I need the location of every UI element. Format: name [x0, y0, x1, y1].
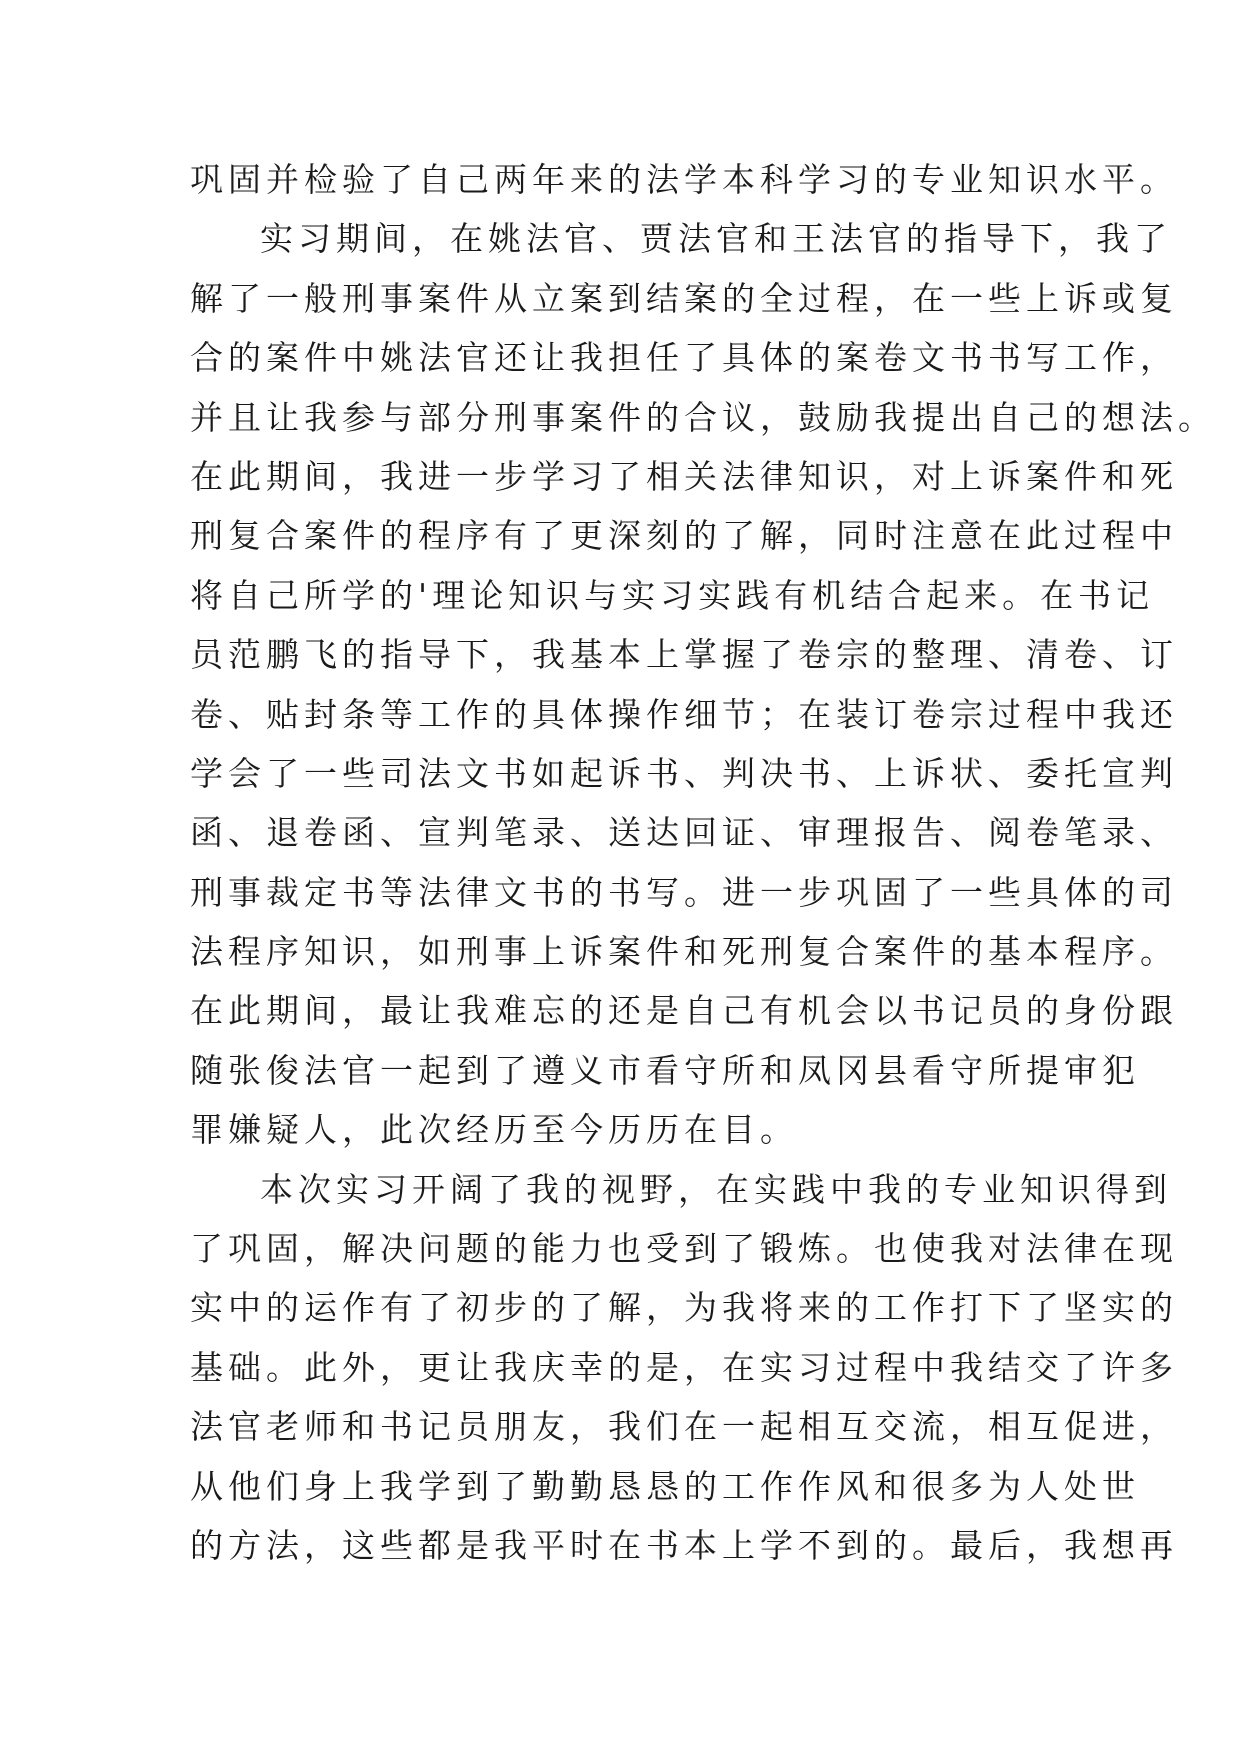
text-line: 巩固并检验了自己两年来的法学本科学习的专业知识水平。	[190, 160, 1178, 199]
text-line: 了巩固，解决问题的能力也受到了锻炼。也使我对法律在现	[190, 1229, 1178, 1269]
text-line: 法程序知识，如刑事上诉案件和死刑复合案件的基本程序。	[190, 932, 1178, 972]
text-line: 函、退卷函、宣判笔录、送达回证、审理报告、阅卷笔录、	[190, 813, 1178, 853]
text-line: 实中的运作有了初步的了解，为我将来的工作打下了坚实的	[190, 1288, 1178, 1328]
text-line: 解了一般刑事案件从立案到结案的全过程，在一些上诉或复	[190, 278, 1178, 318]
text-line: 本次实习开阔了我的视野，在实践中我的专业知识得到	[260, 1169, 1172, 1209]
text-line: 罪嫌疑人，此次经历至今历历在目。	[190, 1110, 798, 1150]
body-text	[190, 150, 1216, 1575]
text-line: 的方法，这些都是我平时在书本上学不到的。最后，我想再	[190, 1525, 1178, 1565]
text-line: 并且让我参与部分刑事案件的合议，鼓励我提出自己的想法。	[190, 397, 1216, 437]
text-line: 从他们身上我学到了勤勤恳恳的工作作风和很多为人处世	[190, 1466, 1140, 1506]
text-line: 卷、贴封条等工作的具体操作细节；在装订卷宗过程中我还	[190, 694, 1178, 734]
text-line: 在此期间，最让我难忘的还是自己有机会以书记员的身份跟	[190, 991, 1178, 1031]
text-line: 学会了一些司法文书如起诉书、判决书、上诉状、委托宣判	[190, 753, 1178, 793]
text-line: 基础。此外，更让我庆幸的是，在实习过程中我结交了许多	[190, 1347, 1178, 1387]
text-line: 将自己所学的'理论知识与实习实践有机结合起来。在书记	[190, 575, 1155, 615]
text-line: 刑事裁定书等法律文书的书写。进一步巩固了一些具体的司	[190, 872, 1178, 912]
text-line: 实习期间，在姚法官、贾法官和王法官的指导下，我了	[260, 219, 1172, 259]
text-line: 刑复合案件的程序有了更深刻的了解，同时注意在此过程中	[190, 516, 1178, 556]
text-line: 合的案件中姚法官还让我担任了具体的案卷文书书写工作，	[190, 338, 1178, 378]
text-line: 员范鹏飞的指导下，我基本上掌握了卷宗的整理、清卷、订	[190, 635, 1178, 675]
text-line: 法官老师和书记员朋友，我们在一起相互交流，相互促进，	[190, 1407, 1178, 1447]
text-line: 随张俊法官一起到了遵义市看守所和凤冈县看守所提审犯	[190, 1050, 1140, 1090]
text-line: 在此期间，我进一步学习了相关法律知识，对上诉案件和死	[190, 456, 1178, 496]
